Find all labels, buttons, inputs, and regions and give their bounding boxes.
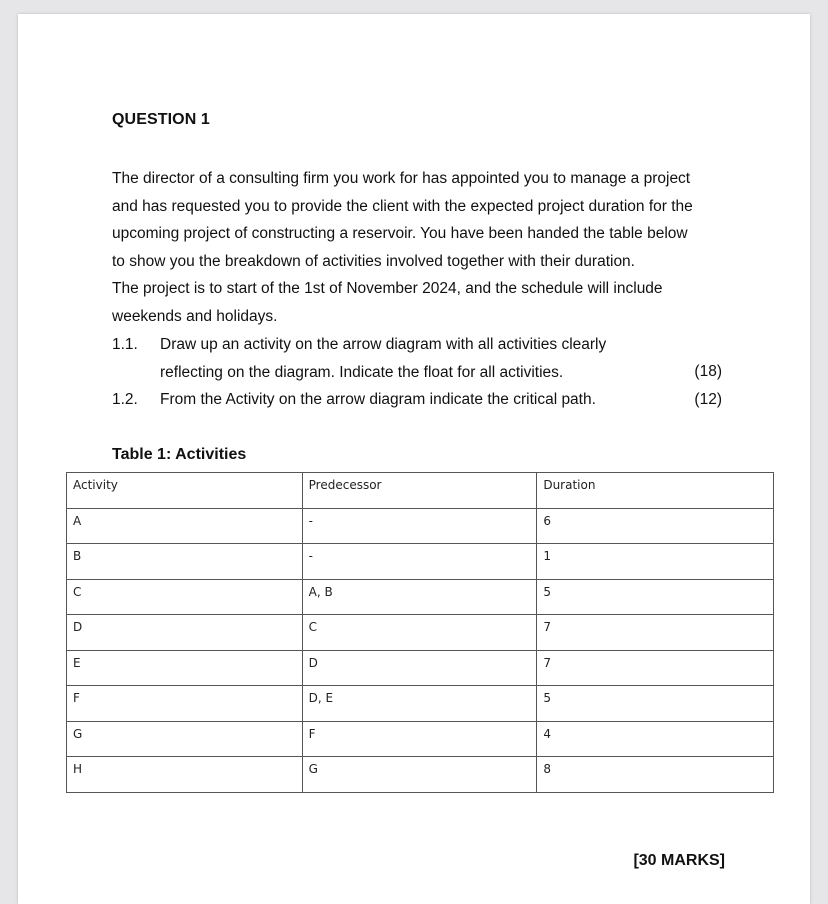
predecessor-cell: D, E — [302, 686, 537, 722]
subquestion-text: From the Activity on the arrow diagram indicate the critical path. — [160, 391, 596, 408]
paragraph-line: to show you the breakdown of activities involved together with their duration. — [112, 252, 635, 270]
subquestion-text: Draw up an activity on the arrow diagram with all activities clearly reflecting on the diagram. Indicate the float for all activities. — [160, 336, 607, 381]
subquestion-1-2 — [112, 386, 722, 414]
activity-cell: E — [67, 650, 303, 686]
total-marks: [30 MARKS] — [633, 852, 725, 869]
table-row — [67, 615, 774, 651]
table-row — [67, 650, 774, 686]
header-activity: Activity — [67, 473, 303, 509]
activity-cell: F — [67, 686, 303, 722]
predecessor-cell: D — [302, 650, 537, 686]
duration-cell: 5 — [537, 686, 774, 722]
question-paragraph — [112, 165, 722, 331]
activity-cell: C — [67, 579, 303, 615]
table-header-row — [67, 473, 774, 509]
header-duration: Duration — [537, 473, 774, 509]
duration-cell: 4 — [537, 721, 774, 757]
table-row — [67, 721, 774, 757]
paragraph-line: upcoming project of constructing a reservoir. You have been handed the table below — [112, 225, 688, 243]
duration-cell: 7 — [537, 650, 774, 686]
activities-table — [66, 472, 774, 793]
predecessor-cell: - — [302, 544, 537, 580]
duration-cell: 5 — [537, 579, 774, 615]
table-row — [67, 544, 774, 580]
table-row — [67, 508, 774, 544]
activity-cell: H — [67, 757, 303, 793]
table-row — [67, 757, 774, 793]
predecessor-cell: A, B — [302, 579, 537, 615]
paragraph-line: The project is to start of the 1st of November 2024, and the schedule will include — [112, 280, 663, 298]
paragraph-line: The director of a consulting firm you work for has appointed you to manage a project — [112, 170, 691, 187]
table-row — [67, 686, 774, 722]
subquestion-marks: (18) — [694, 363, 722, 381]
paragraph-line: and has requested you to provide the client with the expected project duration for the — [112, 197, 693, 215]
question-heading: QUESTION 1 — [112, 111, 210, 128]
duration-cell: 6 — [537, 508, 774, 544]
duration-cell: 1 — [537, 544, 774, 580]
duration-cell: 7 — [537, 615, 774, 651]
subquestion-1-1 — [112, 331, 722, 386]
subquestion-marks: (12) — [694, 391, 722, 409]
table-title: Table 1: Activities — [112, 446, 247, 463]
paragraph-line: weekends and holidays. — [112, 307, 278, 325]
table-row — [67, 579, 774, 615]
subquestion-number: 1.1. — [112, 336, 138, 353]
activity-cell: G — [67, 721, 303, 757]
subquestion-number: 1.2. — [112, 391, 138, 408]
predecessor-cell: F — [302, 721, 537, 757]
predecessor-cell: - — [302, 508, 537, 544]
predecessor-cell: C — [302, 615, 537, 651]
activity-cell: A — [67, 508, 303, 544]
duration-cell: 8 — [537, 757, 774, 793]
predecessor-cell: G — [302, 757, 537, 793]
activity-cell: B — [67, 544, 303, 580]
activity-cell: D — [67, 615, 303, 651]
header-predecessor: Predecessor — [302, 473, 537, 509]
document-page — [18, 14, 810, 904]
